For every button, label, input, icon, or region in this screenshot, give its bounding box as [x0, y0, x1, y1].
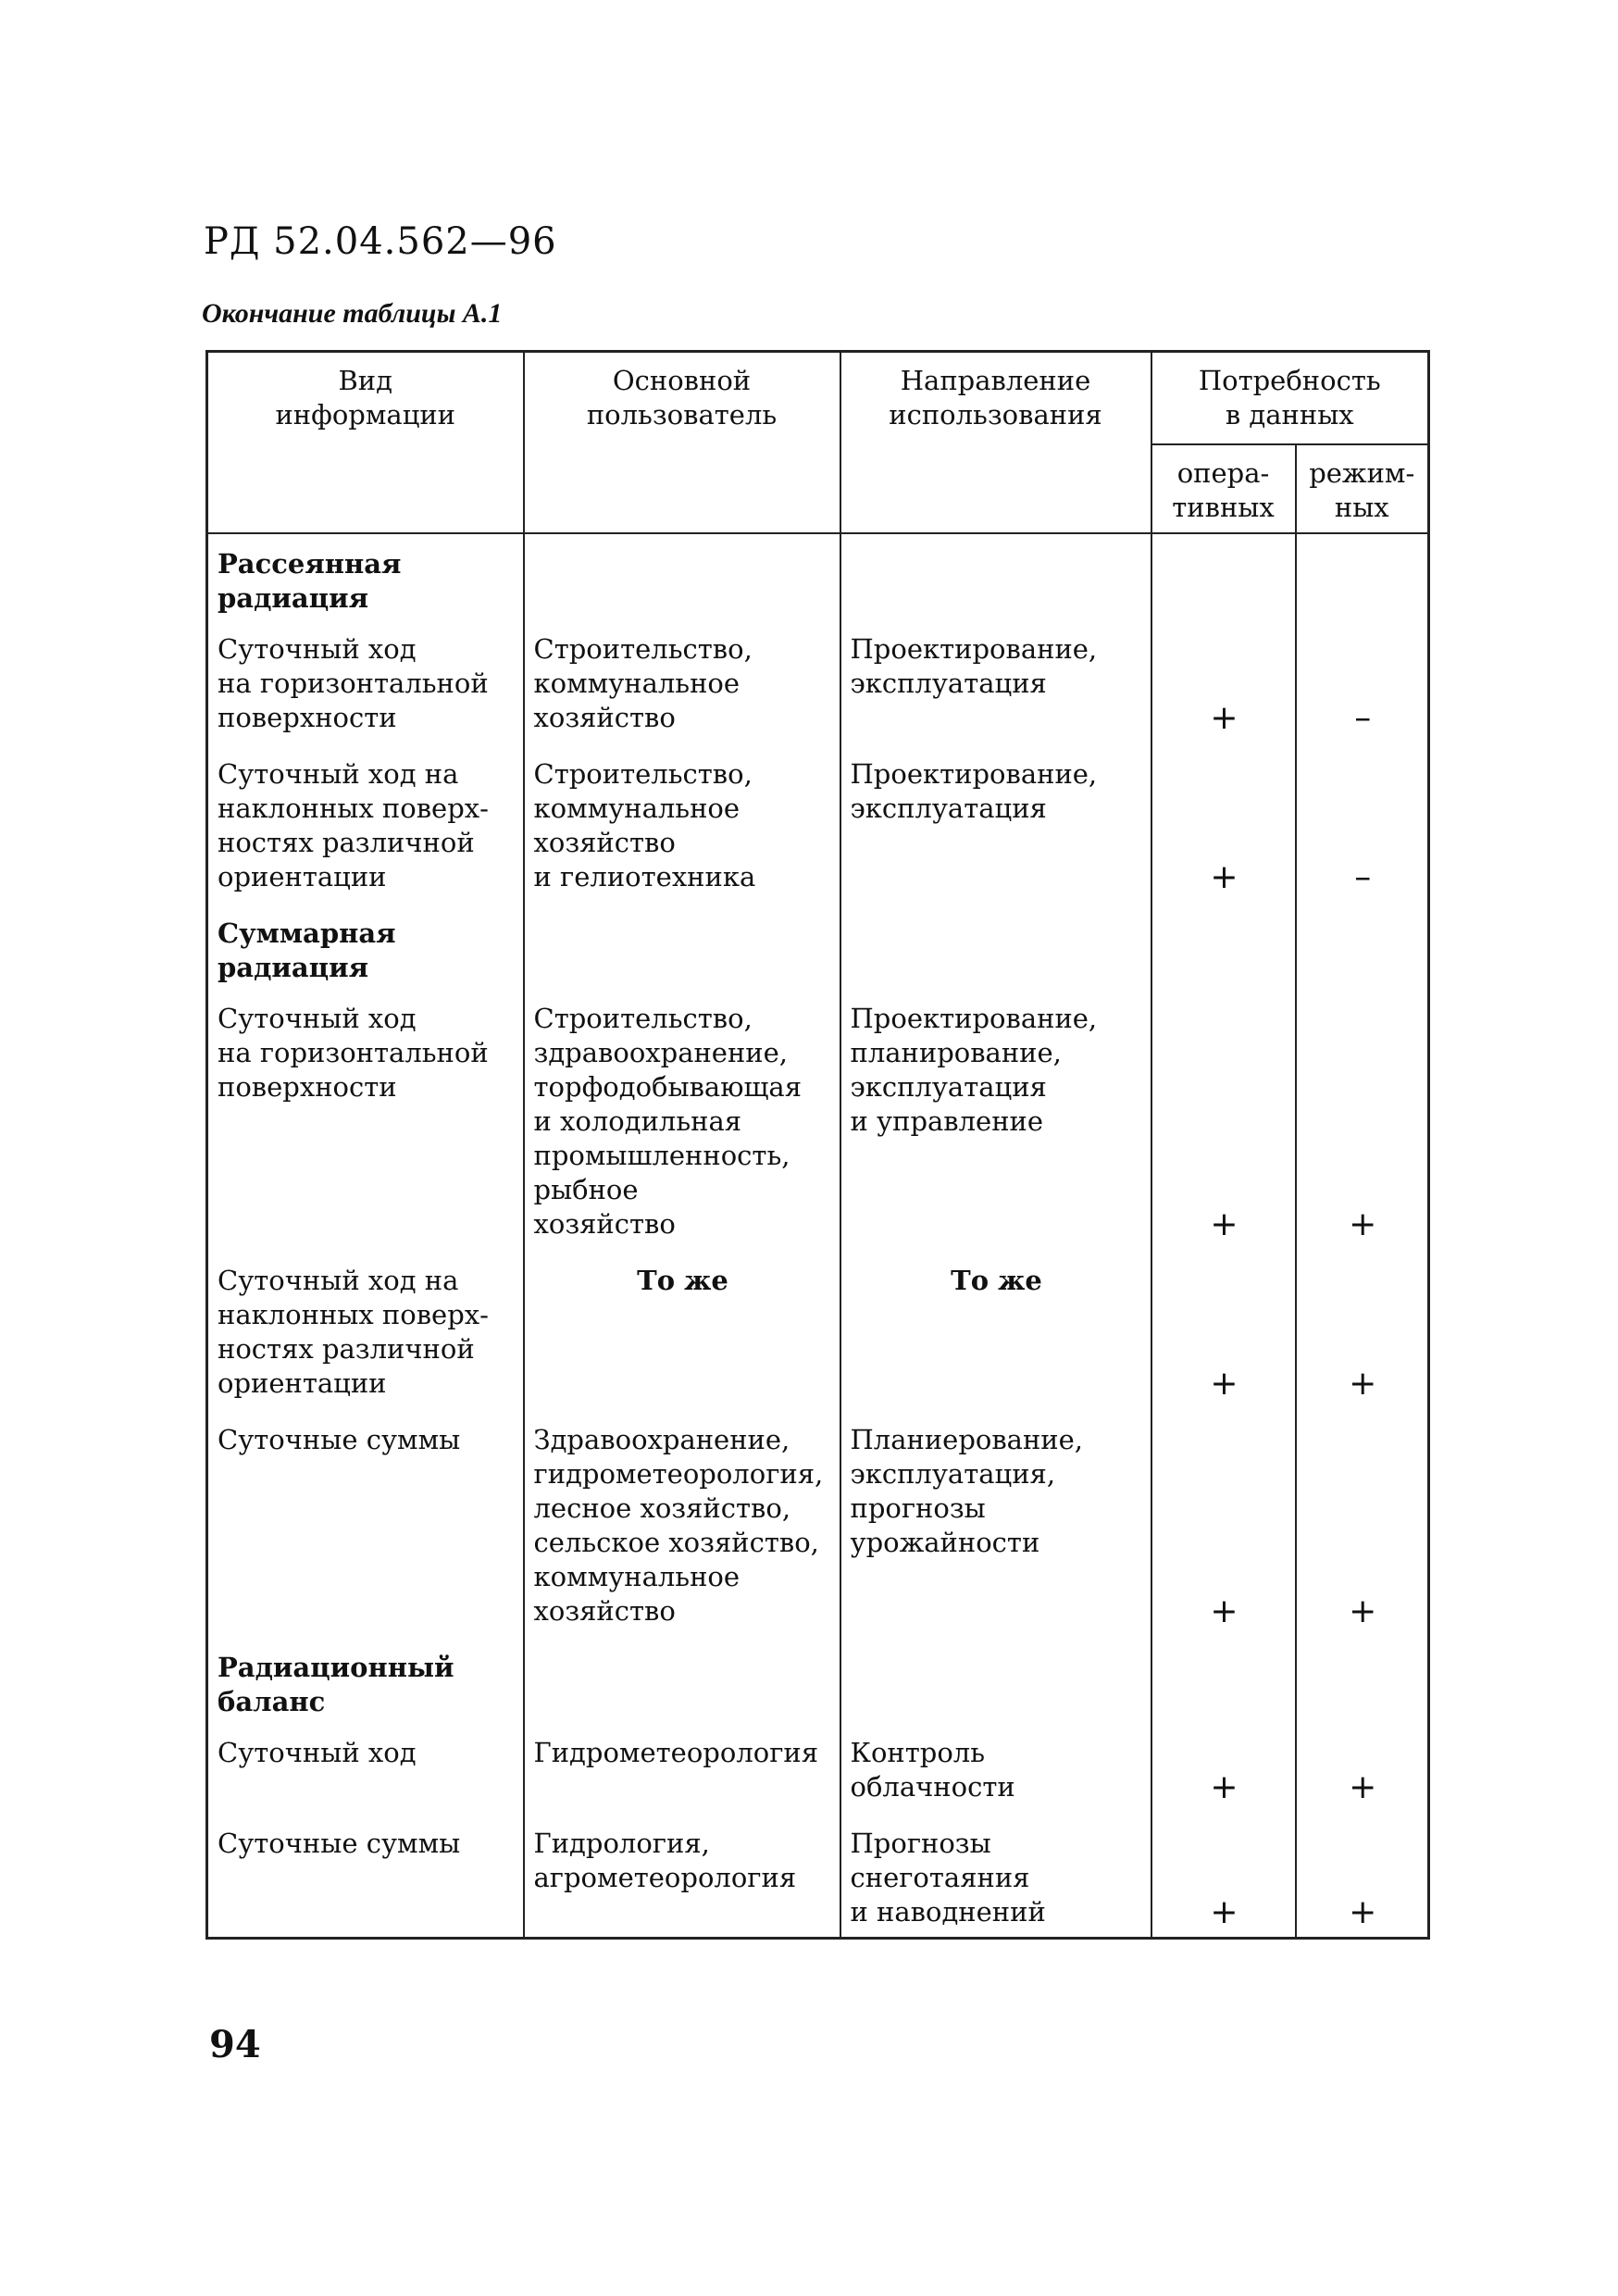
- cell-operational-need: +: [1151, 1823, 1296, 1939]
- empty-cell: [1151, 1647, 1296, 1732]
- cell-main-user: Строительство, коммунальное хозяйство и гелиотехника: [524, 754, 840, 913]
- header-user-text: Основной пользователь: [586, 365, 778, 430]
- empty-cell: [524, 1647, 840, 1732]
- header-need-text: Потребность в данных: [1198, 365, 1381, 430]
- cell-regime-need: –: [1296, 629, 1429, 754]
- section-row: [207, 1647, 1429, 1732]
- cell-information-type: Суточный ход: [207, 1732, 524, 1823]
- cell-operational-need: +: [1151, 998, 1296, 1260]
- header-need: [1151, 352, 1429, 445]
- empty-cell: [1151, 533, 1296, 629]
- cell-operational-need: +: [1151, 1732, 1296, 1823]
- header-user: [524, 352, 840, 534]
- table-body: [207, 533, 1429, 1939]
- table-row: [207, 1732, 1429, 1823]
- header-type-text: Вид информации: [275, 365, 456, 430]
- empty-cell: [524, 913, 840, 998]
- cell-information-type: Суточные суммы: [207, 1419, 524, 1647]
- cell-regime-need: –: [1296, 754, 1429, 913]
- header-regime: [1296, 444, 1429, 533]
- cell-regime-need: +: [1296, 1732, 1429, 1823]
- cell-regime-need: +: [1296, 1419, 1429, 1647]
- cell-information-type: Суточный ход на горизонтальной поверхности: [207, 998, 524, 1260]
- cell-usage-direction: Контроль облачности: [840, 1732, 1151, 1823]
- cell-regime-need: +: [1296, 1260, 1429, 1419]
- cell-usage-direction: Планиерование, эксплуатация, прогнозы урожайности: [840, 1419, 1151, 1647]
- section-row: [207, 913, 1429, 998]
- header-usage: [840, 352, 1151, 534]
- page-number: 94: [209, 2023, 261, 2066]
- cell-main-user: То же: [524, 1260, 840, 1419]
- empty-cell: [840, 1647, 1151, 1732]
- empty-cell: [840, 533, 1151, 629]
- requirements-table: [205, 350, 1430, 1940]
- table-row: [207, 1260, 1429, 1419]
- cell-regime-need: +: [1296, 998, 1429, 1260]
- empty-cell: [1296, 1647, 1429, 1732]
- cell-information-type: Суточный ход на наклонных поверх- ностях различной ориентации: [207, 754, 524, 913]
- table-row: [207, 1419, 1429, 1647]
- table-caption: Окончание таблицы А.1: [202, 298, 503, 329]
- cell-usage-direction: То же: [840, 1260, 1151, 1419]
- table-header-row: [207, 352, 1429, 445]
- cell-operational-need: +: [1151, 754, 1296, 913]
- section-title: Радиационный баланс: [207, 1647, 524, 1732]
- cell-operational-need: +: [1151, 1260, 1296, 1419]
- section-title: Суммарная радиация: [207, 913, 524, 998]
- header-regime-text: режим- ных: [1309, 457, 1415, 523]
- document-id: РД 52.04.562—96: [204, 220, 557, 263]
- cell-usage-direction: Проектирование, планирование, эксплуатация и управление: [840, 998, 1151, 1260]
- header-type: [207, 352, 524, 534]
- cell-information-type: Суточный ход на наклонных поверх- ностях различной ориентации: [207, 1260, 524, 1419]
- header-operational: [1151, 444, 1296, 533]
- requirements-table-wrapper: [205, 350, 1427, 1940]
- table-row: [207, 998, 1429, 1260]
- empty-cell: [524, 533, 840, 629]
- cell-operational-need: +: [1151, 1419, 1296, 1647]
- section-title: Рассеянная радиация: [207, 533, 524, 629]
- section-row: [207, 533, 1429, 629]
- cell-main-user: Строительство, здравоохранение, торфодобывающая и холодильная промышленность, рыбное хозяйство: [524, 998, 840, 1260]
- empty-cell: [1296, 533, 1429, 629]
- empty-cell: [1151, 913, 1296, 998]
- cell-main-user: Гидрология, агрометеорология: [524, 1823, 840, 1939]
- empty-cell: [1296, 913, 1429, 998]
- cell-main-user: Здравоохранение, гидрометеорология, лесное хозяйство, сельское хозяйство, коммунальное хозяйство: [524, 1419, 840, 1647]
- empty-cell: [840, 913, 1151, 998]
- cell-main-user: Строительство, коммунальное хозяйство: [524, 629, 840, 754]
- cell-information-type: Суточный ход на горизонтальной поверхности: [207, 629, 524, 754]
- cell-information-type: Суточные суммы: [207, 1823, 524, 1939]
- cell-usage-direction: Проектирование, эксплуатация: [840, 754, 1151, 913]
- cell-usage-direction: Прогнозы снеготаяния и наводнений: [840, 1823, 1151, 1939]
- cell-usage-direction: Проектирование, эксплуатация: [840, 629, 1151, 754]
- table-row: [207, 629, 1429, 754]
- table-row: [207, 1823, 1429, 1939]
- cell-regime-need: +: [1296, 1823, 1429, 1939]
- cell-main-user: Гидрометеорология: [524, 1732, 840, 1823]
- header-operational-text: опера- тивных: [1172, 457, 1275, 523]
- header-usage-text: Направление использования: [889, 365, 1102, 430]
- cell-operational-need: +: [1151, 629, 1296, 754]
- table-row: [207, 754, 1429, 913]
